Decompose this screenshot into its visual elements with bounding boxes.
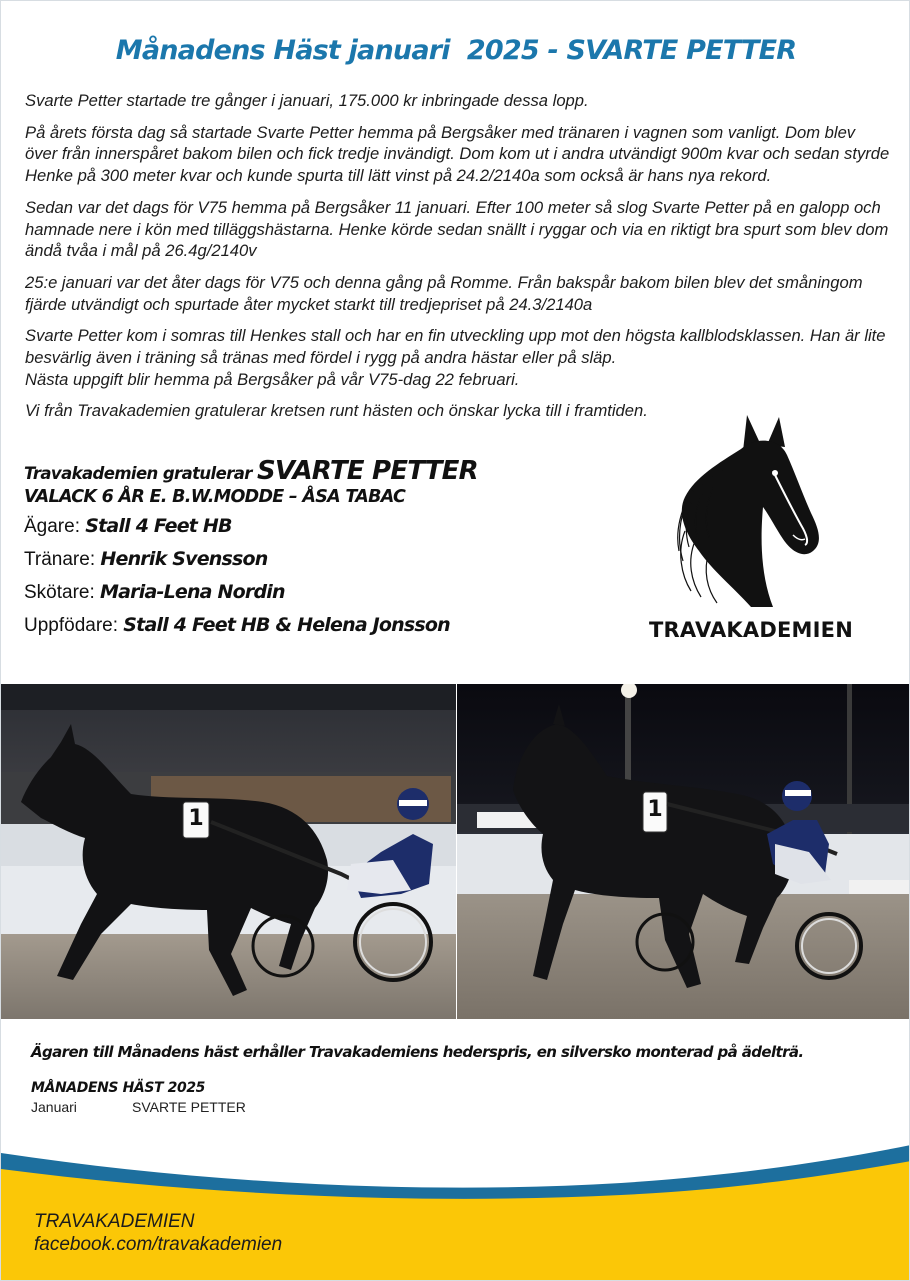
horse-name: SVARTE PETTER	[256, 456, 478, 486]
role-value: Maria-Lena Nordin	[100, 581, 285, 603]
role-label: Skötare:	[24, 582, 101, 603]
article-paragraph: Sedan var det dags för V75 hemma på Bergsåker 11 januari. Efter 100 meter så slog Svarte Petter på en galopp och hamnade nere i kön med tilläggshästarna. Henke körde sedan snällt i ryggar och via en riktigt bra spurt som blev dom ändå tvåa i mål på 26.4g/2140v	[25, 197, 889, 261]
role-label: Uppfödare:	[24, 615, 124, 636]
footer-org: TRAVAKADEMIEN	[34, 1211, 195, 1232]
role-breeder	[24, 614, 644, 637]
role-label: Ägare:	[24, 516, 86, 537]
travakademien-logo	[637, 411, 865, 651]
article-paragraph: Vi från Travakademien gratulerar kretsen runt hästen och önskar lycka till i framtiden.	[25, 401, 648, 421]
congrats-intro: Travakademien gratulerar	[24, 464, 257, 483]
role-value: Stall 4 Feet HB	[85, 515, 232, 537]
role-trainer	[24, 548, 644, 571]
role-label: Tränare:	[24, 549, 101, 570]
article-paragraph: Nästa uppgift blir hemma på Bergsåker på vår V75-dag 22 februari.	[25, 369, 520, 389]
footer-facebook-link[interactable]: facebook.com/travakademien	[34, 1234, 283, 1255]
footer	[34, 1210, 282, 1256]
article-body	[25, 90, 891, 432]
role-value: Henrik Svensson	[100, 548, 268, 570]
article-paragraph: 25:e januari var det åter dags för V75 och denna gång på Romme. Från bakspår bakom bilen blev det småningom fjärde utvändigt och spurtade åter mycket starkt till tredjepriset på 24.3/2140a	[25, 272, 863, 314]
award-text: Ägaren till Månadens häst erhåller Travakademiens hederspris, en silversko monterad på ädelträ.	[31, 1043, 804, 1061]
article-paragraph: Svarte Petter kom i somras till Henkes stall och har en fin utveckling upp mot den högsta kallblodsklassen. Han är lite besvärlig även i träning så tränas med fördel i rygg på andra hästar eller på släp.	[25, 326, 886, 368]
race-photo-left	[1, 684, 456, 1019]
article-paragraph: På årets första dag så startade Svarte Petter hemma på Bergsåker med tränaren i vagnen som vanligt. Dom blev över från innerspåret bakom bilen och fick tredje invändigt. Dom kom ut i andra utvändigt 900m kvar och sedan styrde Henke på 300 meter kvar och kunde spurta till lätt vinst på 24.2/2140a som också är hans nya rekord.	[25, 122, 890, 186]
list-horse: SVARTE PETTER	[132, 1099, 246, 1115]
race-photo-right	[457, 684, 910, 1019]
bib-number: 1	[647, 797, 663, 822]
bib-number: 1	[188, 806, 204, 831]
article-paragraph: Svarte Petter startade tre gånger i januari, 175.000 kr inbringade dessa lopp.	[25, 91, 589, 110]
congrats-block	[24, 456, 644, 637]
congrats-heading	[24, 456, 644, 486]
role-value: Stall 4 Feet HB & Helena Jonsson	[123, 614, 450, 636]
monthly-list-row	[31, 1099, 246, 1115]
horse-head-icon	[673, 411, 829, 611]
pedigree: VALACK 6 ÅR E. B.W.MODDE – ÅSA TABAC	[24, 487, 406, 507]
page-title: Månadens Häst januari 2025 - SVARTE PETTER	[115, 35, 797, 66]
logo-text: TRAVAKADEMIEN	[649, 618, 853, 642]
monthly-list-heading: MÅNADENS HÄST 2025	[31, 1080, 206, 1096]
list-month: Januari	[31, 1099, 77, 1115]
role-owner	[24, 515, 644, 538]
role-groom	[24, 581, 644, 604]
